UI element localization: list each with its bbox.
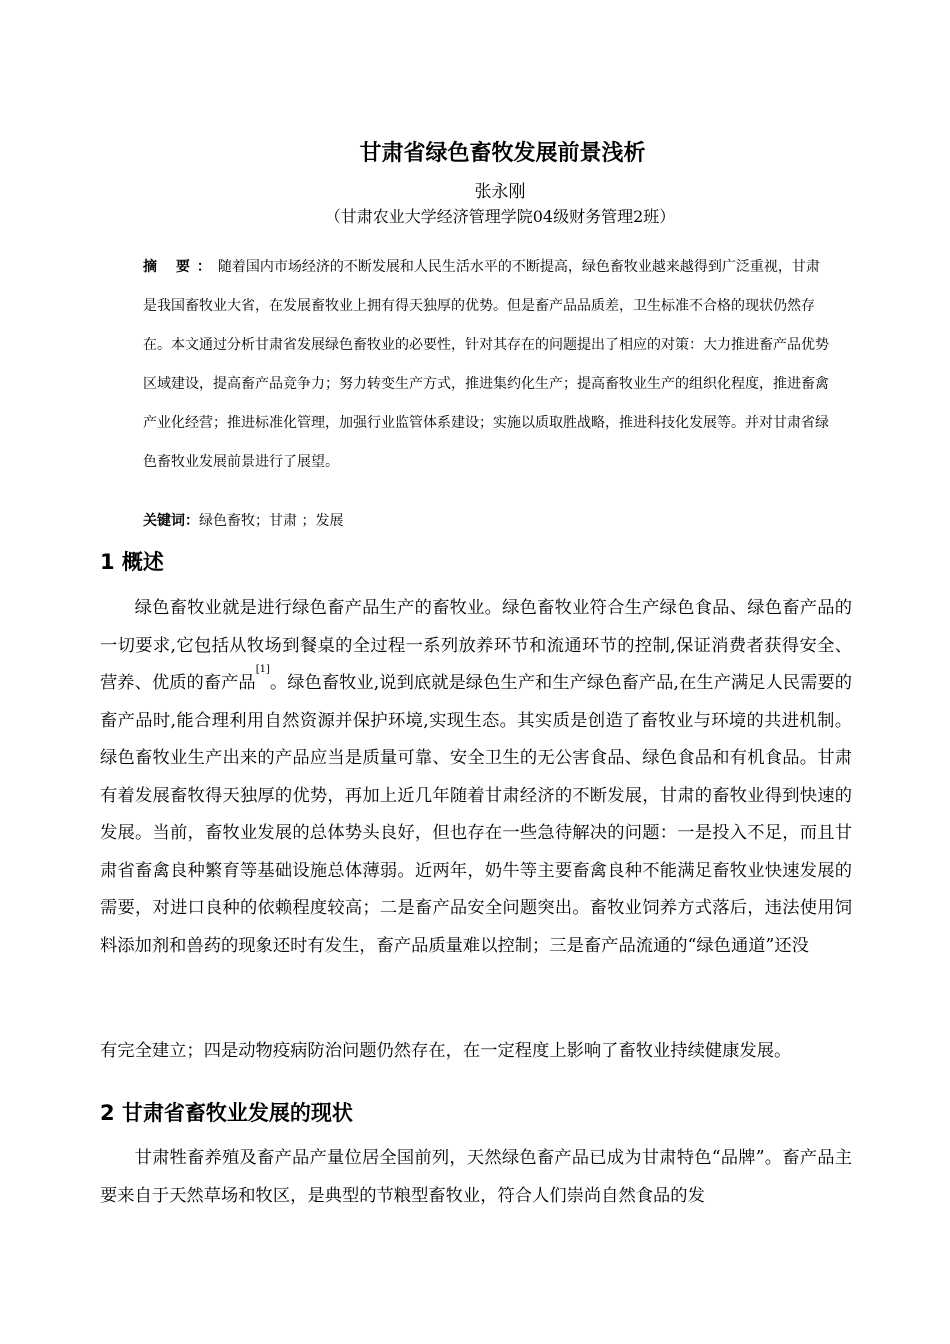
author-name: 张永刚 (474, 182, 526, 202)
keywords-line (143, 510, 343, 530)
abstract-label: 摘 要： (143, 259, 218, 275)
keywords-text: 绿色畜牧；甘肃 ；发展 (199, 513, 344, 529)
section-2-heading: 2 甘肃省畜牧业发展的现状 (100, 1101, 353, 1125)
author-affiliation: （甘肃农业大学经济管理学院04级财务管理2班） (324, 207, 676, 226)
abstract-text: 随着国内市场经济的不断发展和人民生活水平的不断提高，绿色畜牧业越来越得到广泛重视，甘肃是我国畜牧业大省，在发展畜牧业上拥有得天独厚的优势。但是畜产品品质差，卫生标准不合格的现状仍然存在。本文通过分析甘肃省发展绿色畜牧业的必要性，针对其存在的问题提出了相应的对策：大力推进畜产品优势区域建设，提高畜产品竞争力；努力转变生产方式，推进集约化生产；提高畜牧业生产的组织化程度，推进畜禽产业化经营；推进标准化管理，加强行业监管体系建设；实施以质取胜战略，推进科技化发展等。并对甘肃省绿色畜牧业发展前景进行了展望。 (143, 259, 829, 470)
section-1-continuation: 有完全建立；四是动物疫病防治问题仍然存在，在一定程度上影响了畜牧业持续健康发展。 (100, 1041, 792, 1061)
paper-title: 甘肃省绿色畜牧发展前景浅析 (359, 141, 646, 166)
section-1-para-a: 绿色畜牧业就是进行绿色畜产品生产的畜牧业。绿色畜牧业符合生产绿色食品、绿色畜产品的一切要求,它包括从牧场到餐桌的全过程一系列放养环节和流通环节的控制,保证消费者获得安全、营养、优质的畜产品 (100, 598, 852, 693)
section-1-body (100, 590, 852, 965)
section-2-body (100, 1140, 852, 1215)
citation-ref: [1] (255, 664, 270, 675)
section-2-para: 甘肃牲畜养殖及畜产品产量位居全国前列，天然绿色畜产品已成为甘肃特色“品牌”。畜产品主要来自于天然草场和牧区，是典型的节粮型畜牧业，符合人们崇尚自然食品的发 (100, 1148, 852, 1206)
keywords-label: 关键词： (143, 513, 199, 529)
section-1-heading: 1 概述 (100, 550, 164, 574)
section-1-para-b: 。绿色畜牧业,说到底就是绿色生产和生产绿色畜产品,在生产满足人民需要的畜产品时,能合理利用自然资源并保护环境,实现生态。其实质是创造了畜牧业与环境的共进机制。绿色畜牧业生产出来的产品应当是质量可靠、安全卫生的无公害食品、绿色食品和有机食品。甘肃有着发展畜牧得天独厚的优势，再加上近几年随着甘肃经济的不断发展，甘肃的畜牧业得到快速的发展。当前，畜牧业发展的总体势头良好，但也存在一些急待解决的问题：一是投入不足，而且甘肃省畜禽良种繁育等基础设施总体薄弱。近两年，奶牛等主要畜禽良种不能满足畜牧业快速发展的需要，对进口良种的依赖程度较高；二是畜产品安全问题突出。畜牧业饲养方式落后，违法使用饲料添加剂和兽药的现象还时有发生，畜产品质量难以控制；三是畜产品流通的“绿色通道”还没 (100, 673, 852, 956)
abstract-block (143, 248, 833, 482)
